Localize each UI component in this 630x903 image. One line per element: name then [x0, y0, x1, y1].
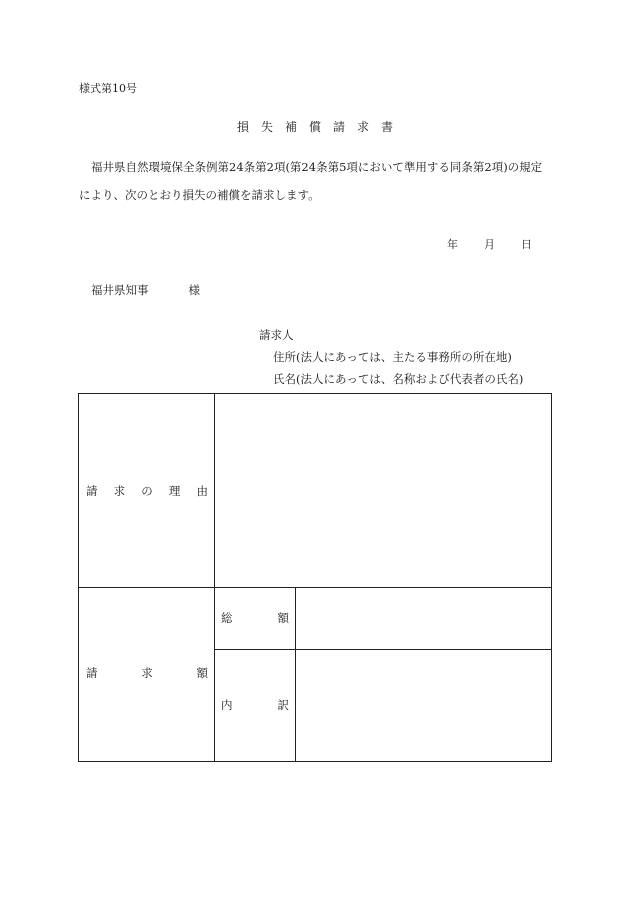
total-amount-label	[221, 613, 289, 625]
title-char: 補	[284, 120, 297, 134]
table-right-border	[551, 393, 552, 762]
addressee	[91, 285, 200, 297]
table-bottom-border	[78, 761, 552, 762]
addressee-name: 福井県知事	[91, 283, 149, 297]
form-number: 様式第10号	[79, 82, 137, 95]
date-month: 月	[484, 238, 495, 251]
reason-char: 由	[196, 484, 208, 498]
reason-char: の	[141, 484, 153, 498]
amount-char: 額	[196, 666, 208, 680]
addressee-honorific: 様	[188, 283, 200, 297]
total-char: 総	[221, 611, 233, 625]
breakdown-label	[221, 700, 289, 712]
title-char: 書	[381, 120, 394, 134]
total-char: 額	[277, 611, 289, 625]
amount-char: 求	[141, 666, 153, 680]
total-amount-entry[interactable]	[296, 588, 551, 649]
breakdown-char: 内	[221, 698, 233, 712]
body-text-line-1: 福井県自然環境保全条例第24条第2項(第24条第5項において準用する同条第2項)の規定	[91, 160, 543, 174]
document-title	[0, 121, 630, 133]
body-text-line-2: により、次のとおり損失の補償を請求します。	[79, 188, 320, 202]
title-char: 償	[308, 120, 321, 134]
reason-label	[86, 486, 208, 498]
reason-char: 請	[86, 484, 98, 498]
title-char: 請	[333, 120, 346, 134]
title-char: 損	[236, 120, 249, 134]
claim-amount-label	[86, 668, 208, 680]
breakdown-char: 訳	[277, 698, 289, 712]
date-day: 日	[521, 238, 532, 251]
amount-char: 請	[86, 666, 98, 680]
claimant-address-label: 住所(法人にあっては、主たる事務所の所在地)	[273, 350, 512, 364]
claimant-name-label: 氏名(法人にあっては、名称および代表者の氏名)	[273, 372, 524, 386]
date-line	[447, 239, 532, 250]
reason-char: 理	[168, 484, 181, 498]
date-year: 年	[447, 238, 458, 251]
title-char: 失	[260, 120, 273, 134]
title-char: 求	[357, 120, 370, 134]
breakdown-entry[interactable]	[296, 650, 551, 761]
table-left-border	[78, 393, 79, 762]
reason-entry-area[interactable]	[215, 394, 551, 587]
reason-char: 求	[113, 484, 126, 498]
claimant-label: 請求人	[259, 328, 294, 342]
